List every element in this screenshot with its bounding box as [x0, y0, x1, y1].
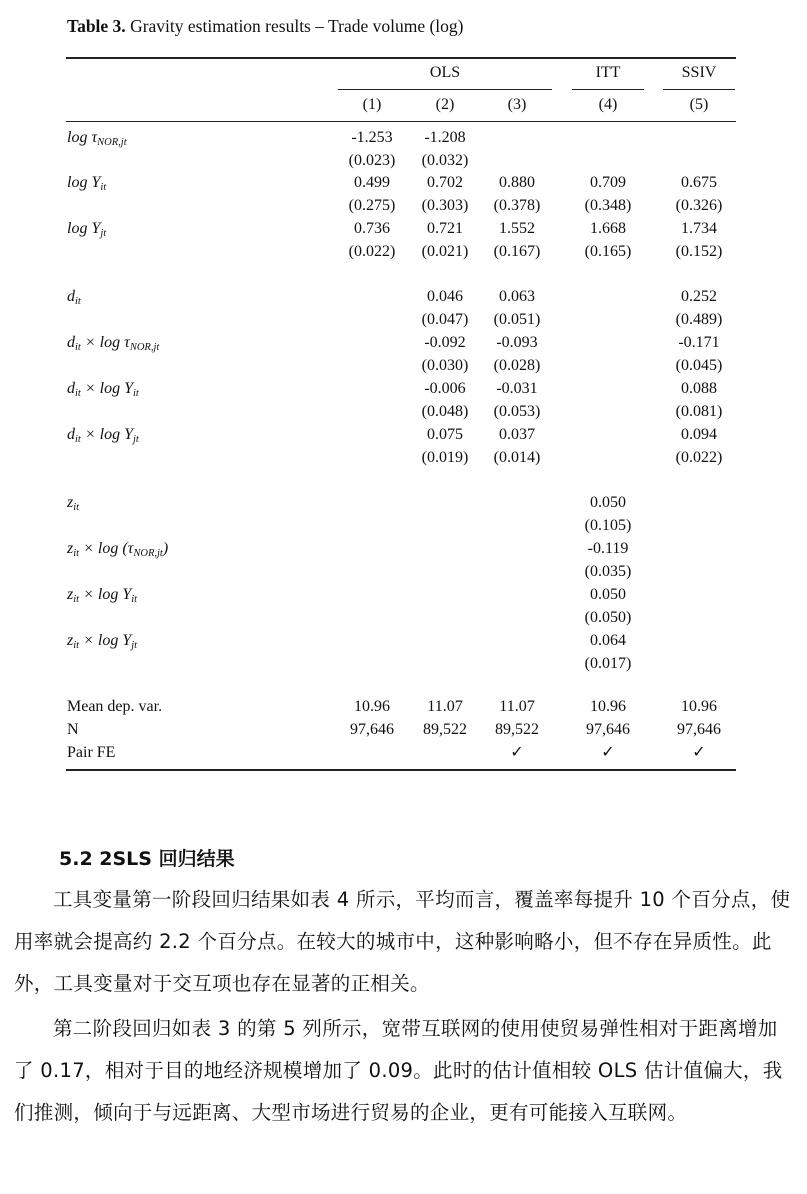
label-subscript: it [75, 388, 81, 399]
label-subscript: jt [131, 640, 138, 651]
label-subscript: it [100, 182, 107, 193]
label-text: log τ [67, 129, 98, 146]
footer-cell: 89,522 [423, 721, 467, 738]
column-header: (3) [507, 96, 527, 113]
checkmark-icon: ✓ [510, 744, 524, 761]
column-header: (1) [362, 96, 382, 113]
table-caption [67, 16, 464, 37]
label-text: d [67, 334, 75, 351]
table-cell: (0.165) [584, 243, 632, 260]
table-cell: 0.088 [681, 380, 717, 397]
table-cell: 0.050 [590, 586, 626, 603]
table-cell: (0.051) [493, 311, 541, 328]
table-cell: (0.021) [421, 243, 469, 260]
label-subscript: it [75, 296, 81, 307]
table-cell: (0.028) [493, 357, 541, 374]
paragraph-1: 工具变量第一阶段回归结果如表 4 所示，平均而言，覆盖率每提升 10 个百分点，使用率就会提高约 2.2 个百分点。在较大的城市中，这种影响略小，但不存在异质性。此外，工具变量对于交互项也存在显著的正相关。 [14, 888, 791, 995]
label-subscript: it [73, 594, 80, 605]
table-cell: (0.275) [348, 197, 396, 214]
table-cell: -0.092 [424, 334, 466, 351]
table-cell: (0.489) [675, 311, 723, 328]
label-subscript: NOR,jt [133, 548, 163, 559]
group-header-itt: ITT [595, 64, 621, 81]
label-text: d [67, 380, 75, 397]
label-subscript: it [75, 434, 81, 445]
footer-cell: 11.07 [427, 698, 463, 715]
table-cell: (0.030) [421, 357, 469, 374]
label-subscript: jt [132, 434, 139, 445]
table-cell: (0.105) [584, 517, 632, 534]
table-cell: 0.050 [590, 494, 626, 511]
group-header-ssiv: SSIV [681, 64, 717, 81]
table-cell: 0.709 [590, 174, 626, 191]
table-cell: -0.006 [424, 380, 466, 397]
footer-label: Pair FE [67, 744, 116, 761]
table-cell: 0.675 [681, 174, 717, 191]
label-text: d [67, 288, 75, 305]
table-cell: 0.721 [427, 220, 463, 237]
label-text: × log (τ [79, 540, 134, 557]
header-rule [66, 121, 736, 122]
column-header: (4) [598, 96, 618, 113]
row-label [67, 584, 137, 611]
itt-underline [572, 89, 644, 90]
table-cell: (0.047) [421, 311, 469, 328]
table-cell: (0.014) [493, 449, 541, 466]
row-label [67, 538, 168, 565]
table-cell: -0.171 [678, 334, 720, 351]
row-label [67, 630, 137, 657]
table-cell: (0.378) [493, 197, 541, 214]
label-subscript: it [132, 388, 139, 399]
label-subscript: jt [100, 228, 107, 239]
label-subscript: NOR,jt [97, 137, 127, 148]
label-text: d [67, 426, 75, 443]
label-text: log Y [67, 174, 101, 191]
table-cell: (0.152) [675, 243, 723, 260]
footer-cell: 89,522 [495, 721, 539, 738]
table-cell: 0.499 [354, 174, 390, 191]
footer-cell: 97,646 [586, 721, 630, 738]
checkmark-icon: ✓ [601, 744, 615, 761]
table-cell: (0.022) [675, 449, 723, 466]
label-text: z [67, 632, 74, 649]
column-header: (2) [435, 96, 455, 113]
footer-cell: 10.96 [590, 698, 626, 715]
label-text: × log Y [80, 380, 133, 397]
table-cell: (0.348) [584, 197, 632, 214]
table-cell: (0.022) [348, 243, 396, 260]
footer-cell: 10.96 [681, 698, 717, 715]
label-text: ) [162, 540, 169, 557]
table-cell: 0.063 [499, 288, 535, 305]
table-cell: (0.053) [493, 403, 541, 420]
label-text: z [67, 494, 74, 511]
group-header-ols: OLS [429, 64, 461, 81]
ssiv-underline [663, 89, 735, 90]
column-header: (5) [689, 96, 709, 113]
table-cell: -0.119 [587, 540, 629, 557]
label-subscript: it [131, 594, 138, 605]
table-cell: 0.075 [427, 426, 463, 443]
table-number: Table 3. [67, 16, 126, 36]
row-label [67, 424, 139, 451]
row-label [67, 127, 127, 154]
label-text: × log Y [80, 426, 133, 443]
label-subscript: it [73, 548, 80, 559]
label-subscript: it [73, 502, 80, 513]
table-cell: 1.552 [499, 220, 535, 237]
table-cell: -1.253 [351, 129, 393, 146]
section-title: 5.2 2SLS 回归结果 [59, 848, 235, 870]
row-label [67, 332, 159, 359]
table-cell: 0.736 [354, 220, 390, 237]
table-title: Gravity estimation results – Trade volume (log) [125, 16, 464, 36]
table-cell: (0.303) [421, 197, 469, 214]
table-cell: -1.208 [424, 129, 466, 146]
table-cell: 0.046 [427, 288, 463, 305]
table-cell: (0.326) [675, 197, 723, 214]
label-subscript: it [75, 342, 81, 353]
table-cell: -0.031 [496, 380, 538, 397]
table-cell: (0.045) [675, 357, 723, 374]
table-cell: (0.019) [421, 449, 469, 466]
table-bottom-rule [66, 769, 736, 771]
label-subscript: it [73, 640, 80, 651]
ols-underline [338, 89, 552, 90]
table-cell: 0.037 [499, 426, 535, 443]
label-text: × log Y [79, 586, 132, 603]
table-cell: 0.252 [681, 288, 717, 305]
footer-cell: 11.07 [499, 698, 535, 715]
table-cell: (0.032) [421, 152, 469, 169]
row-label [67, 492, 79, 519]
label-text: × log Y [79, 632, 132, 649]
footer-cell: 97,646 [677, 721, 721, 738]
label-text: × log τ [80, 334, 130, 351]
label-text: log Y [67, 220, 101, 237]
table-cell: (0.023) [348, 152, 396, 169]
table-cell: (0.081) [675, 403, 723, 420]
table-cell: 0.064 [590, 632, 626, 649]
table-cell: -0.093 [496, 334, 538, 351]
table-cell: (0.050) [584, 609, 632, 626]
table-cell: 0.702 [427, 174, 463, 191]
table-cell: (0.167) [493, 243, 541, 260]
footer-cell: 97,646 [350, 721, 394, 738]
table-cell: 1.734 [681, 220, 717, 237]
row-label [67, 218, 106, 245]
checkmark-icon: ✓ [692, 744, 706, 761]
footer-label: Mean dep. var. [67, 698, 163, 715]
label-subscript: NOR,jt [129, 342, 160, 353]
label-text: z [67, 540, 74, 557]
footer-label: N [67, 721, 79, 738]
table-cell: (0.048) [421, 403, 469, 420]
footer-cell: 10.96 [354, 698, 390, 715]
table-cell: 1.668 [590, 220, 626, 237]
table-cell: (0.017) [584, 655, 632, 672]
label-text: z [67, 586, 74, 603]
table-top-rule [66, 57, 736, 59]
table-cell: (0.035) [584, 563, 632, 580]
row-label [67, 286, 81, 313]
row-label [67, 172, 106, 199]
table-cell: 0.094 [681, 426, 717, 443]
table-cell: 0.880 [499, 174, 535, 191]
row-label [67, 378, 139, 405]
paragraph-2: 第二阶段回归如表 3 的第 5 列所示，宽带互联网的使用使贸易弹性相对于距离增加了 0.17，相对于目的地经济规模增加了 0.09。此时的估计值相较 OLS 估计值偏大，我们推测，倾向于与远距离、大型市场进行贸易的企业，更有可能接入互联网。 [14, 1017, 783, 1124]
